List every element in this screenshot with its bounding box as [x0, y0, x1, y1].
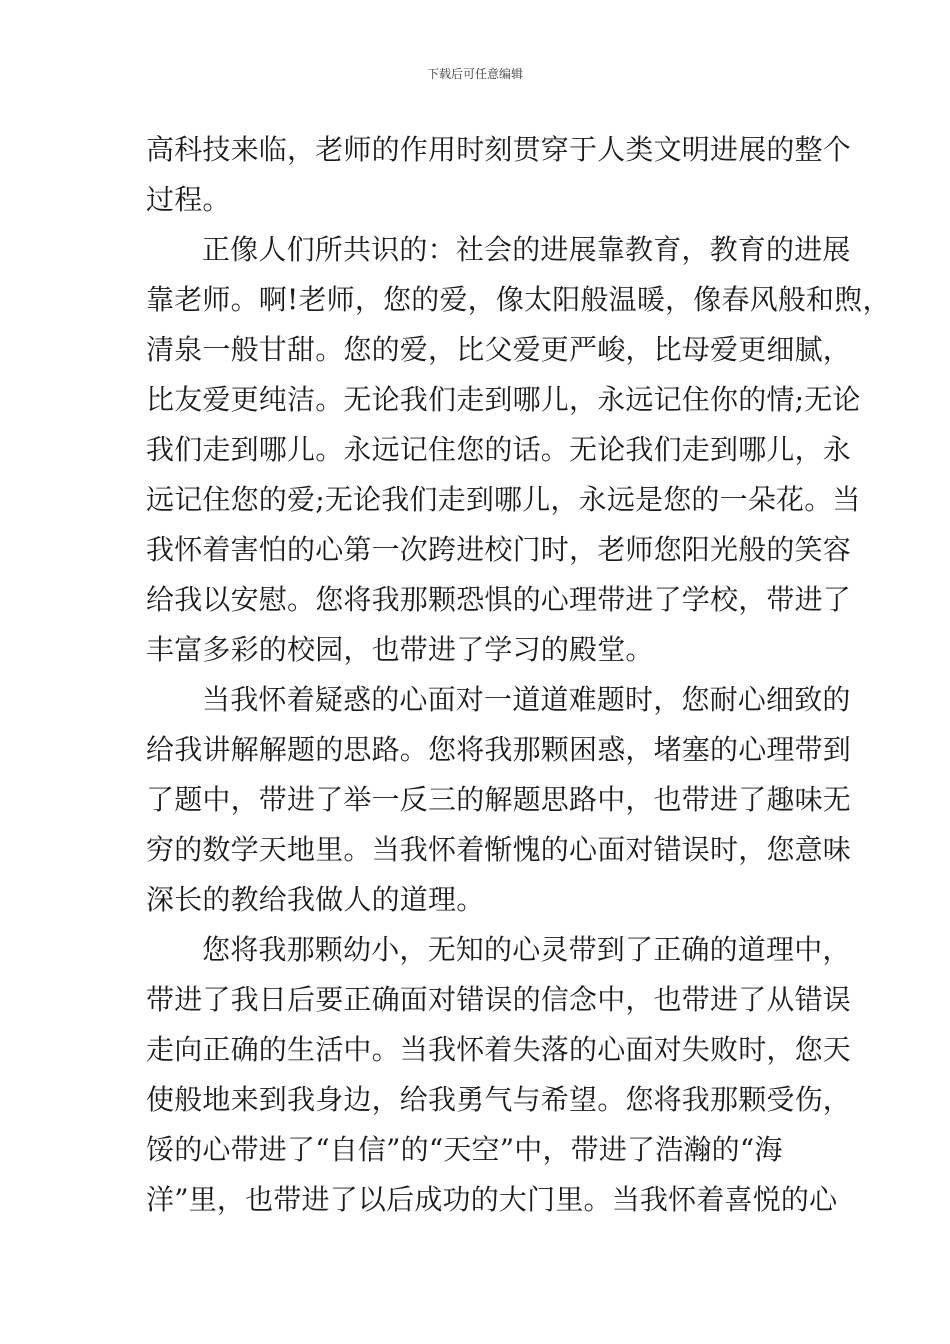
document-body	[146, 125, 891, 1225]
text-line: 清泉一般甘甜。您的爱，比父爱更严峻，比母爱更细腻，	[146, 333, 852, 366]
text-line: 丰富多彩的校园，也带进了学习的殿堂。	[146, 633, 654, 666]
text-line: 过程。	[146, 183, 231, 216]
page-header: 下载后可任意编辑	[426, 67, 523, 81]
text-line: 您将我那颗幼小，无知的心灵带到了正确的道理中，	[202, 933, 851, 966]
text-line: 靠老师。啊!老师，您的爱，像太阳般温暖，像春风般和煦，	[146, 283, 891, 316]
text-line: 给我讲解解题的思路。您将我那颗困惑，堵塞的心理带到	[146, 733, 852, 766]
text-line: 正像人们所共识的：社会的进展靠教育，教育的进展	[202, 233, 851, 266]
text-line: 当我怀着疑惑的心面对一道道难题时，您耐心细致的	[202, 683, 851, 716]
text-line: 穷的数学天地里。当我怀着惭愧的心面对错误时，您意味	[146, 833, 852, 866]
text-line: 使般地来到我身边，给我勇气与希望。您将我那颗受伤，	[146, 1083, 852, 1116]
text-line: 带进了我日后要正确面对错误的信念中，也带进了从错误	[146, 983, 852, 1016]
text-line: 走向正确的生活中。当我怀着失落的心面对失败时，您天	[146, 1033, 852, 1066]
text-line: 洋”里，也带进了以后成功的大门里。当我怀着喜悦的心	[146, 1183, 838, 1216]
text-line: 馁的心带进了“自信”的“天空”中，带进了浩瀚的“海	[146, 1133, 783, 1166]
text-line: 远记住您的爱;无论我们走到哪儿，永远是您的一朵花。当	[146, 483, 861, 516]
text-line: 给我以安慰。您将我那颗恐惧的心理带进了学校，带进了	[146, 583, 852, 616]
text-line: 比友爱更纯洁。无论我们走到哪儿，永远记住你的情;无论	[146, 383, 861, 416]
text-line: 高科技来临，老师的作用时刻贯穿于人类文明进展的整个	[146, 133, 852, 166]
text-line: 我怀着害怕的心第一次跨进校门时，老师您阳光般的笑容	[146, 533, 852, 566]
text-line: 我们走到哪儿。永远记住您的话。无论我们走到哪儿，永	[146, 433, 852, 466]
text-line: 了题中，带进了举一反三的解题思路中，也带进了趣味无	[146, 783, 852, 816]
text-line: 深长的教给我做人的道理。	[146, 883, 485, 916]
